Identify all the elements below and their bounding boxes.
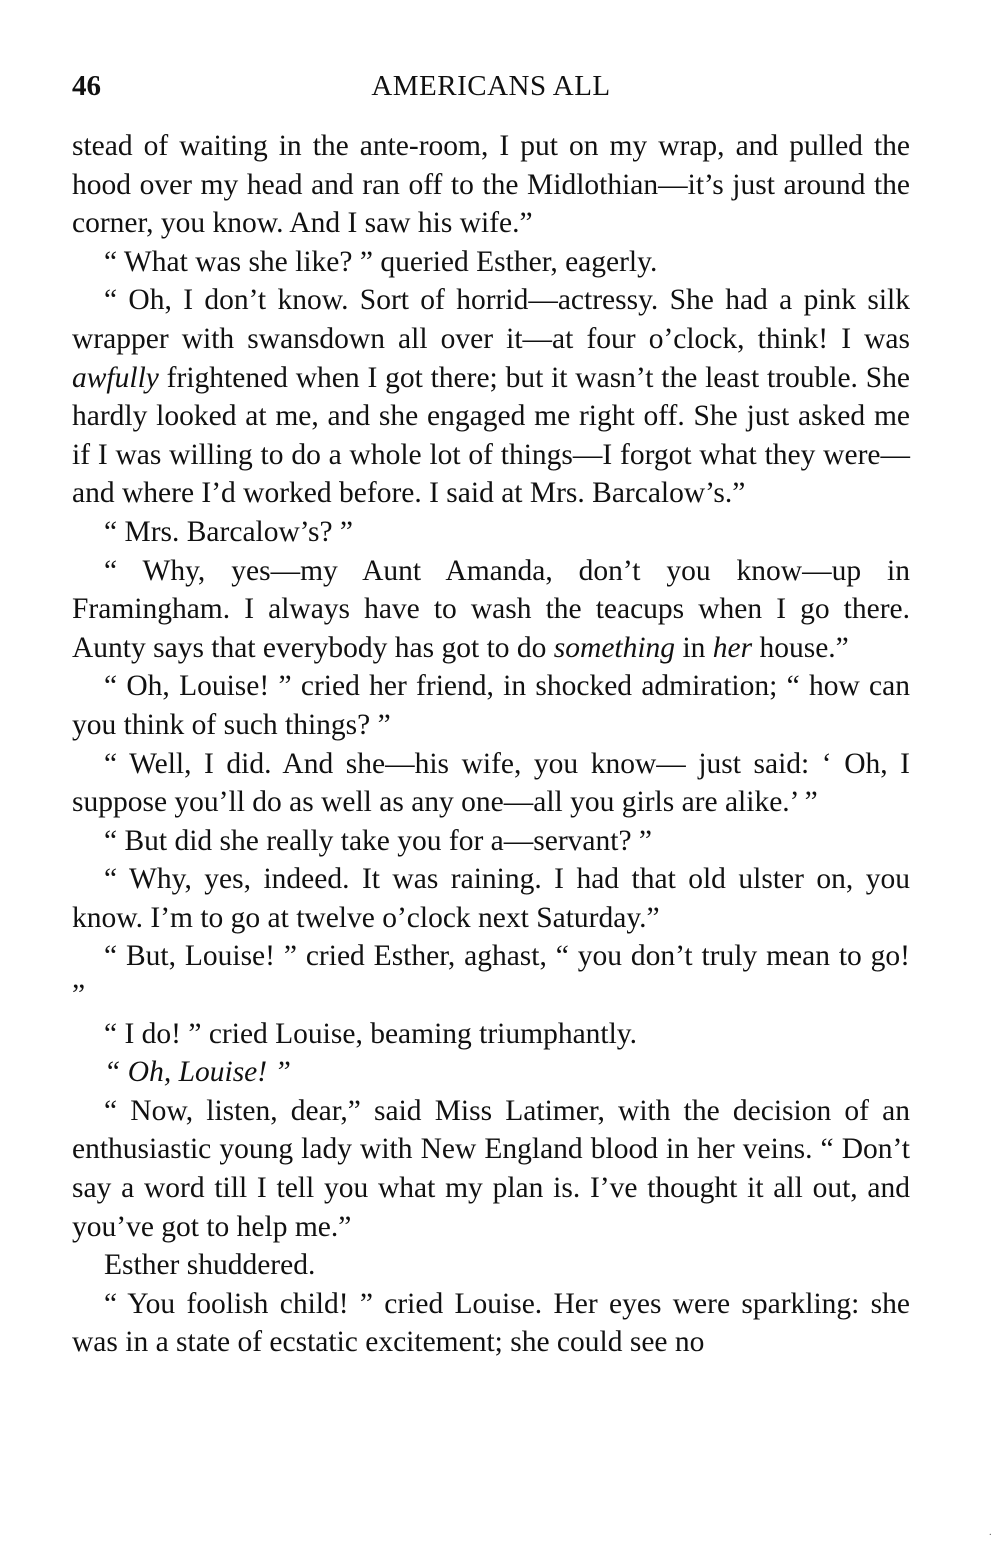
paragraph (72, 513, 910, 552)
paragraph (72, 281, 910, 513)
text-run: “ Mrs. Barcalow’s? ” (104, 515, 354, 548)
text-run: “ Why, yes, indeed. It was raining. I had that old ulster on, you know. I’m to go at twelve o’clock next Saturday.” (72, 863, 910, 934)
paragraph (72, 937, 910, 1014)
text-run: stead of waiting in the ante-room, I put on my wrap, and pulled the hood over my head and ran off to the Midlothian—it’s just around the corner, you know. And I saw his wife.” (72, 130, 910, 240)
italic-emphasis: something (553, 631, 676, 664)
text-run: “ But did she really take you for a—servant? ” (104, 824, 653, 857)
text-run: “ But, Louise! ” cried Esther, aghast, “ you don’t truly mean to go! ” (72, 940, 910, 1012)
paragraph (72, 822, 910, 861)
text-run: “ Now, listen, dear,” said Miss Latimer, with the decision of an enthusiastic young lady with New England blood in her veins. “ Don’t say a word till I tell you what my plan is. I’ve thought it all out, and you’ve got to help me.” (72, 1094, 910, 1243)
text-run: “ You foolish child! ” cried Louise. Her eyes were sparkling: she was in a state of ecstatic excitement; she could see no (72, 1287, 910, 1359)
text-run: “ Well, I did. And she—his wife, you know— just said: ‘ Oh, I suppose you’ll do as well as any one—all you girls are alike.’ ” (72, 747, 910, 819)
paragraph (72, 1246, 910, 1285)
page-edge-mark: · (988, 1530, 992, 1541)
text-run: “ Oh, I don’t know. Sort of horrid—actressy. She had a pink silk wrapper with swansdown all over it—at four o’clock, think! I was (72, 284, 910, 355)
text-run: Esther shuddered. (104, 1249, 316, 1282)
italic-emphasis: awfully (72, 361, 159, 394)
paragraph (72, 1285, 910, 1362)
paragraph (72, 1053, 910, 1092)
paragraph (72, 745, 910, 822)
page-header (72, 70, 910, 114)
text-run: in (675, 631, 713, 664)
page-body (72, 127, 910, 1362)
running-title: AMERICANS ALL (371, 70, 611, 102)
paragraph (72, 1015, 910, 1054)
italic-emphasis: her (712, 631, 753, 664)
text-run: frightened when I got there; but it wasn’t the least trouble. She hardly looked at me, and she engaged me right off. She just asked me if I was willing to do a whole lot of things—I forgot what they were—and where I’d worked before. I said at Mrs. Barcalow’s.” (72, 361, 910, 510)
text-run: “ I do! ” cried Louise, beaming triumphantly. (104, 1017, 638, 1050)
page-number: 46 (72, 70, 101, 102)
text-run: “ Oh, Louise! ” cried her friend, in shocked admiration; “ how can you think of such things? ” (72, 670, 910, 741)
text-run: “ What was she like? ” queried Esther, eagerly. (104, 245, 658, 278)
paragraph (72, 667, 910, 744)
paragraph (72, 860, 910, 937)
paragraph (72, 1092, 910, 1246)
italic-emphasis: “ Oh, Louise! ” (104, 1056, 291, 1089)
paragraph (72, 127, 910, 243)
paragraph (72, 243, 910, 282)
paragraph (72, 552, 910, 668)
text-run: “ Why, yes—my Aunt Amanda, don’t you know—up in Framingham. I always have to wash the teacups when I go there. Aunty says that everybody has got to do (72, 554, 910, 664)
text-run: house.” (752, 631, 849, 664)
